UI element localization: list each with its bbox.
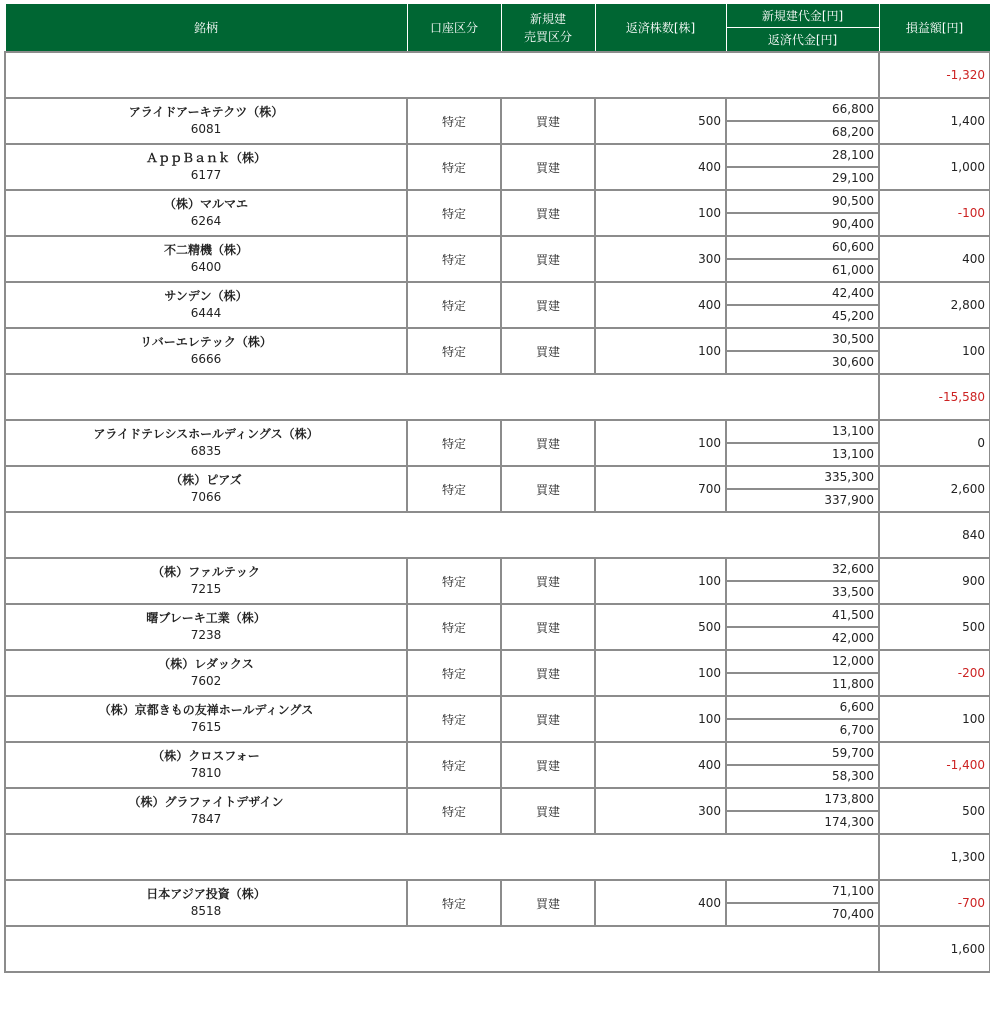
open-amount: 42,400 [726, 282, 879, 305]
stock-name: （株）レダックス [158, 657, 254, 671]
subtotal-spacer [5, 374, 879, 420]
account-type: 特定 [407, 742, 501, 788]
stock-name-cell [5, 190, 407, 236]
return-shares: 300 [595, 788, 726, 834]
open-amount: 66,800 [726, 98, 879, 121]
subtotal-profit-loss: -15,580 [879, 374, 990, 420]
subtotal-spacer [5, 52, 879, 98]
profit-loss: 100 [879, 328, 990, 374]
stock-code: 7615 [190, 720, 222, 734]
subtotal-row [5, 52, 990, 98]
header-trade-type-line2: 売買区分 [523, 29, 572, 44]
account-type: 特定 [407, 880, 501, 926]
subtotal-profit-loss: 840 [879, 512, 990, 558]
header-trade-type [501, 4, 595, 53]
table-row [5, 788, 990, 811]
account-type: 特定 [407, 328, 501, 374]
stock-code: 7238 [190, 628, 222, 642]
close-amount: 45,200 [726, 305, 879, 328]
close-amount: 33,500 [726, 581, 879, 604]
profit-loss: -200 [879, 650, 990, 696]
stock-name-cell [5, 98, 407, 144]
close-amount: 30,600 [726, 351, 879, 374]
stock-code: 6264 [190, 214, 222, 228]
trade-type: 買建 [501, 420, 595, 466]
open-amount: 335,300 [726, 466, 879, 489]
stock-name: リバーエレテック（株） [140, 335, 272, 349]
return-shares: 700 [595, 466, 726, 512]
account-type: 特定 [407, 420, 501, 466]
table-row [5, 236, 990, 259]
profit-loss: -100 [879, 190, 990, 236]
header-return-shares: 返済株数[株] [595, 4, 726, 53]
stock-name: 曙ブレーキ工業（株） [146, 611, 266, 625]
header-meigara: 銘柄 [5, 4, 407, 53]
profit-loss: -700 [879, 880, 990, 926]
profit-loss: 100 [879, 696, 990, 742]
profit-loss: 400 [879, 236, 990, 282]
stock-name-cell [5, 466, 407, 512]
account-type: 特定 [407, 144, 501, 190]
header-open-amount: 新規建代金[円] [726, 4, 879, 28]
account-type: 特定 [407, 466, 501, 512]
return-shares: 100 [595, 696, 726, 742]
stock-name-cell [5, 144, 407, 190]
table-row [5, 144, 990, 167]
margin-settlement-table [4, 3, 990, 973]
account-type: 特定 [407, 236, 501, 282]
stock-name-cell [5, 236, 407, 282]
close-amount: 61,000 [726, 259, 879, 282]
account-type: 特定 [407, 604, 501, 650]
table-row [5, 696, 990, 719]
stock-code: 6177 [190, 168, 222, 182]
stock-code: 6666 [190, 352, 222, 366]
return-shares: 500 [595, 604, 726, 650]
subtotal-spacer [5, 512, 879, 558]
return-shares: 100 [595, 650, 726, 696]
stock-code: 7215 [190, 582, 222, 596]
stock-name-cell [5, 558, 407, 604]
subtotal-spacer [5, 834, 879, 880]
trade-type: 買建 [501, 190, 595, 236]
return-shares: 100 [595, 190, 726, 236]
table-row [5, 282, 990, 305]
open-amount: 59,700 [726, 742, 879, 765]
stock-name-cell [5, 742, 407, 788]
stock-name-cell [5, 328, 407, 374]
subtotal-row [5, 374, 990, 420]
subtotal-profit-loss: 1,600 [879, 926, 990, 972]
close-amount: 70,400 [726, 903, 879, 926]
header-trade-type-line1: 新規建 [529, 11, 566, 26]
table-row [5, 98, 990, 121]
trade-type: 買建 [501, 696, 595, 742]
stock-code: 6835 [190, 444, 222, 458]
trade-type: 買建 [501, 98, 595, 144]
trade-type: 買建 [501, 282, 595, 328]
header-profit-loss: 損益額[円] [879, 4, 990, 53]
stock-name-cell [5, 650, 407, 696]
header-close-amount: 返済代金[円] [726, 28, 879, 53]
profit-loss: 500 [879, 788, 990, 834]
open-amount: 13,100 [726, 420, 879, 443]
stock-code: 7602 [190, 674, 222, 688]
table-row [5, 466, 990, 489]
table-row [5, 420, 990, 443]
open-amount: 90,500 [726, 190, 879, 213]
return-shares: 400 [595, 144, 726, 190]
open-amount: 6,600 [726, 696, 879, 719]
close-amount: 90,400 [726, 213, 879, 236]
close-amount: 29,100 [726, 167, 879, 190]
stock-code: 6444 [190, 306, 222, 320]
return-shares: 400 [595, 880, 726, 926]
header-account-type: 口座区分 [407, 4, 501, 53]
subtotal-profit-loss: 1,300 [879, 834, 990, 880]
stock-code: 7066 [190, 490, 222, 504]
stock-name: （株）クロスフォー [152, 749, 260, 763]
profit-loss: 0 [879, 420, 990, 466]
table-row [5, 190, 990, 213]
open-amount: 28,100 [726, 144, 879, 167]
stock-code: 7810 [190, 766, 222, 780]
subtotal-spacer [5, 926, 879, 972]
trade-type: 買建 [501, 236, 595, 282]
trade-type: 買建 [501, 466, 595, 512]
trade-type: 買建 [501, 328, 595, 374]
stock-name-cell [5, 788, 407, 834]
trade-type: 買建 [501, 880, 595, 926]
table-row [5, 328, 990, 351]
table-body [5, 52, 990, 972]
stock-name: アライドテレシスホールディングス（株） [93, 427, 319, 441]
subtotal-row [5, 512, 990, 558]
close-amount: 42,000 [726, 627, 879, 650]
account-type: 特定 [407, 190, 501, 236]
return-shares: 400 [595, 742, 726, 788]
trade-type: 買建 [501, 558, 595, 604]
subtotal-profit-loss: -1,320 [879, 52, 990, 98]
stock-name: ＡｐｐＢａｎｋ（株） [145, 151, 266, 165]
trade-type: 買建 [501, 144, 595, 190]
stock-name: 日本アジア投資（株） [146, 887, 266, 901]
return-shares: 100 [595, 558, 726, 604]
trade-type: 買建 [501, 788, 595, 834]
close-amount: 6,700 [726, 719, 879, 742]
account-type: 特定 [407, 650, 501, 696]
stock-name-cell [5, 604, 407, 650]
stock-name: （株）京都きもの友禅ホールディングス [98, 703, 314, 717]
return-shares: 400 [595, 282, 726, 328]
trade-type: 買建 [501, 742, 595, 788]
trade-type: 買建 [501, 604, 595, 650]
stock-name-cell [5, 696, 407, 742]
return-shares: 100 [595, 420, 726, 466]
stock-name: （株）ファルテック [152, 565, 260, 579]
profit-loss: 900 [879, 558, 990, 604]
subtotal-row [5, 926, 990, 972]
table-row [5, 880, 990, 903]
close-amount: 13,100 [726, 443, 879, 466]
account-type: 特定 [407, 558, 501, 604]
account-type: 特定 [407, 98, 501, 144]
account-type: 特定 [407, 788, 501, 834]
trade-type: 買建 [501, 650, 595, 696]
stock-name-cell [5, 420, 407, 466]
table-row [5, 604, 990, 627]
open-amount: 173,800 [726, 788, 879, 811]
return-shares: 300 [595, 236, 726, 282]
table-row [5, 558, 990, 581]
return-shares: 100 [595, 328, 726, 374]
table-row [5, 742, 990, 765]
stock-name: サンデン（株） [164, 289, 248, 303]
account-type: 特定 [407, 282, 501, 328]
table-row [5, 650, 990, 673]
profit-loss: 2,600 [879, 466, 990, 512]
profit-loss: -1,400 [879, 742, 990, 788]
profit-loss: 1,400 [879, 98, 990, 144]
return-shares: 500 [595, 98, 726, 144]
stock-name: （株）グラファイトデザイン [128, 795, 284, 809]
open-amount: 71,100 [726, 880, 879, 903]
stock-name-cell [5, 880, 407, 926]
stock-name: アライドアーキテクツ（株） [128, 105, 284, 119]
stock-code: 8518 [190, 904, 222, 918]
open-amount: 60,600 [726, 236, 879, 259]
close-amount: 11,800 [726, 673, 879, 696]
profit-loss: 500 [879, 604, 990, 650]
stock-name: （株）マルマエ [163, 197, 248, 211]
open-amount: 30,500 [726, 328, 879, 351]
close-amount: 337,900 [726, 489, 879, 512]
stock-name-cell [5, 282, 407, 328]
subtotal-row [5, 834, 990, 880]
open-amount: 32,600 [726, 558, 879, 581]
close-amount: 58,300 [726, 765, 879, 788]
profit-loss: 2,800 [879, 282, 990, 328]
stock-name: 不二精機（株） [163, 243, 248, 257]
stock-name: （株）ピアズ [170, 473, 242, 487]
stock-code: 7847 [190, 812, 222, 826]
open-amount: 12,000 [726, 650, 879, 673]
close-amount: 68,200 [726, 121, 879, 144]
close-amount: 174,300 [726, 811, 879, 834]
stock-code: 6400 [190, 260, 222, 274]
open-amount: 41,500 [726, 604, 879, 627]
stock-code: 6081 [190, 122, 222, 136]
profit-loss: 1,000 [879, 144, 990, 190]
account-type: 特定 [407, 696, 501, 742]
